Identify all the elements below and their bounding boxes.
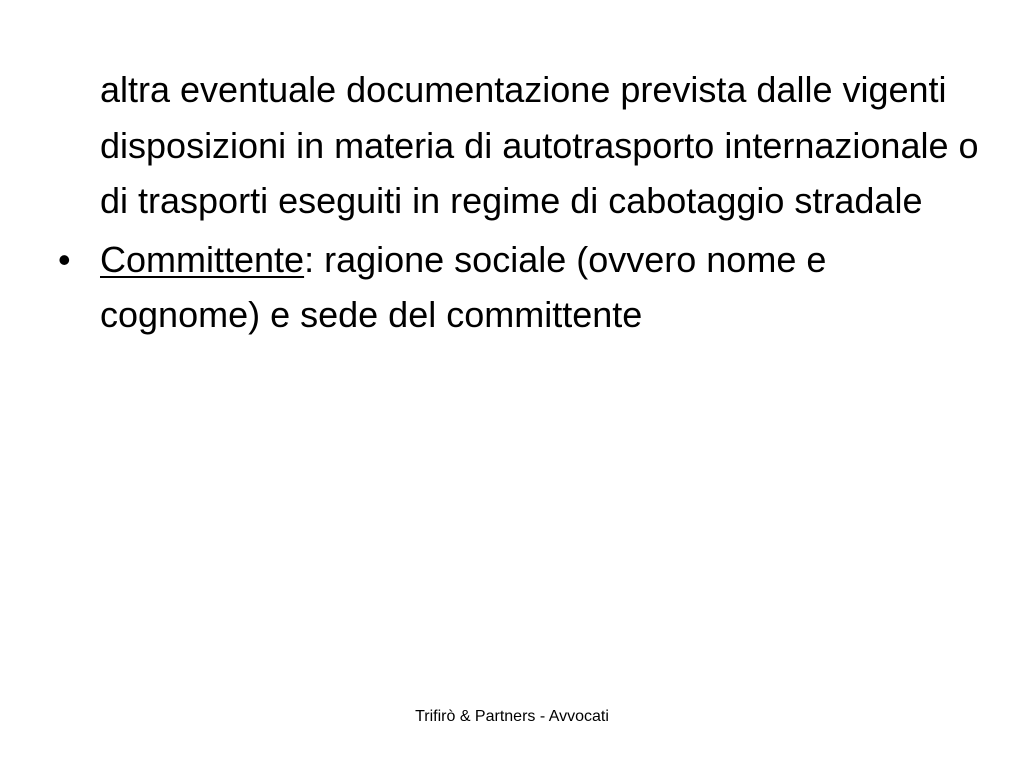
slide-body xyxy=(58,62,980,343)
bullet-text: : ragione sociale (ovvero nome e cognome) e sede del committente xyxy=(100,238,827,335)
bullet-icon: • xyxy=(58,238,71,280)
continuation-paragraph: altra eventuale documentazione prevista dalle vigenti disposizioni in materia di autotrasporto internazionale o di trasporti eseguiti in regime di cabotaggio stradale xyxy=(100,69,979,221)
bullet-item-committente xyxy=(58,232,980,343)
bullet-term: Committente xyxy=(100,238,305,280)
slide-footer: Trifirò & Partners - Avvocati xyxy=(415,708,609,725)
